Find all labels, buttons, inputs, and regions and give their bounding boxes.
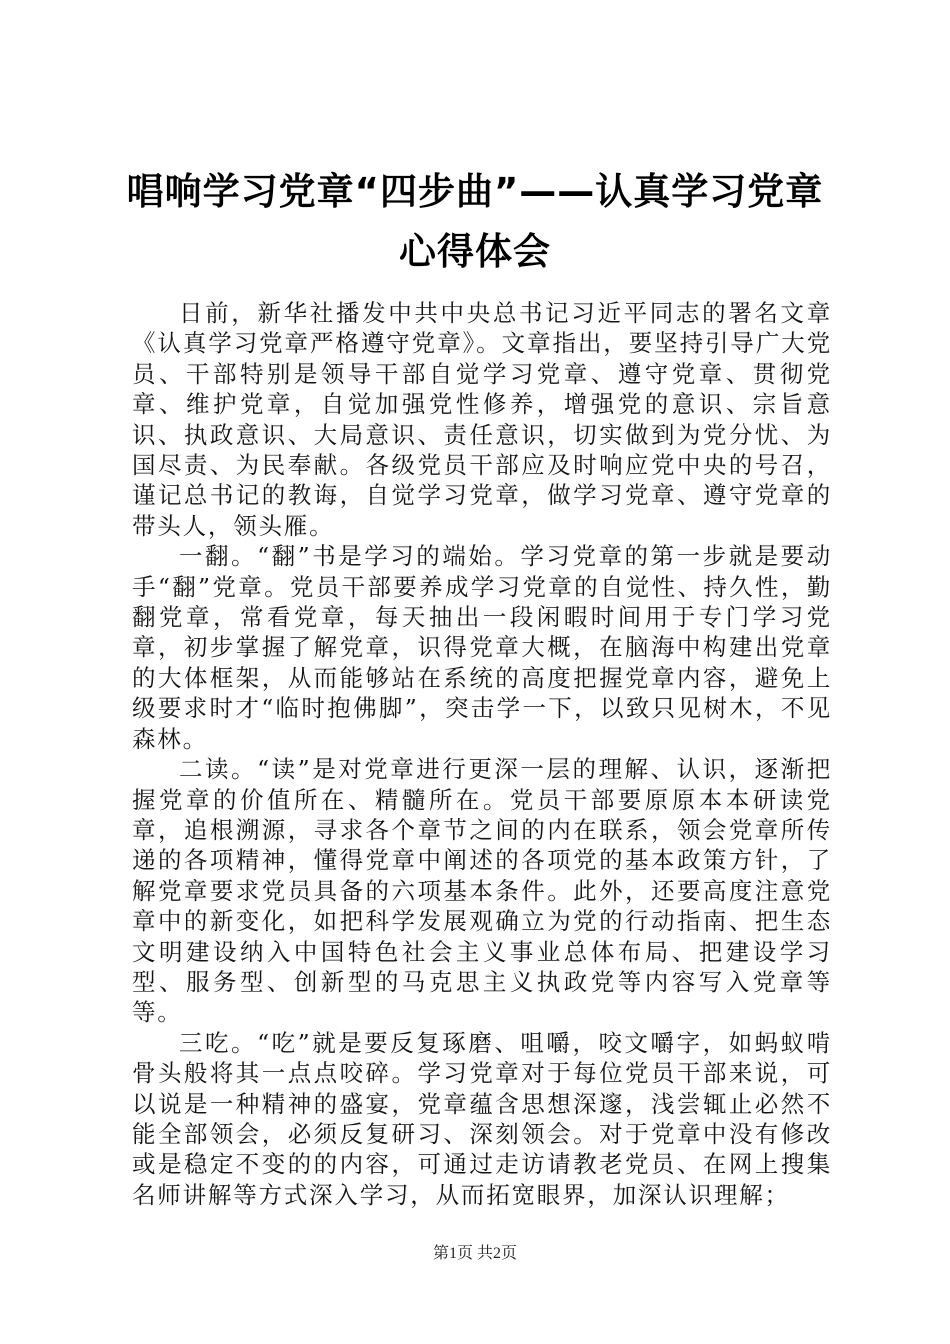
paragraph-intro: 日前，新华社播发中共中央总书记习近平同志的署名文章《认真学习党章严格遵守党章》。文章指出，要坚持引导广大党员、干部特别是领导干部自觉学习党章、遵守党章、贯彻党章、维护党章，自觉加强党性修养，增强党的意识、宗旨意识、执政意识、大局意识、责任意识，切实做到为党分忧、为国尽责、为民奉献。各级党员干部应及时响应党中央的号召，谨记总书记的教诲，自觉学习党章，做学习党章、遵守党章的带头人，领头雁。 <box>132 299 832 540</box>
paragraph-step-two: 二读。“读”是对党章进行更深一层的理解、认识，逐渐把握党章的价值所在、精髓所在。党员干部要原原本本研读党章，追根溯源，寻求各个章节之间的内在联系，领会党章所传递的各项精神，懂得党章中阐述的各项党的基本政策方针，了解党章要求党员具备的六项基本条件。此外，还要高度注意党章中的新变化，如把科学发展观确立为党的行动指南、把生态文明建设纳入中国特色社会主义事业总体布局、把建设学习型、服务型、创新型的马克思主义执政党等内容写入党章等等。 <box>132 755 832 1027</box>
paragraph-step-three: 三吃。“吃”就是要反复琢磨、咀嚼，咬文嚼字，如蚂蚁啃骨头般将其一点点咬碎。学习党章对于每位党员干部来说，可以说是一种精神的盛宴，党章蕴含思想深邃，浅尝辄止必然不能全部领会，必须反复研习、深刻领会。对于党章中没有修改或是稳定不变的的内容，可通过走访请教老党员、在网上搜集名师讲解等方式深入学习，从而拓宽眼界，加深认识理解； <box>132 1028 832 1209</box>
document-title: 唱响学习党章“四步曲”——认真学习党章心得体会 <box>126 170 824 273</box>
page-number-footer: 第1页 共2页 <box>432 1245 517 1262</box>
paragraph-step-one: 一翻。“翻”书是学习的端始。学习党章的第一步就是要动手“翻”党章。党员干部要养成学习党章的自觉性、持久性，勤翻党章，常看党章，每天抽出一段闲暇时间用于专门学习党章，初步掌握了解党章，识得党章大概，在脑海中构建出党章的大体框架，从而能够站在系统的高度把握党章内容，避免上级要求时才“临时抱佛脚”，突击学一下，以致只见树木，不见森林。 <box>132 542 832 753</box>
document-body <box>132 298 832 1210</box>
